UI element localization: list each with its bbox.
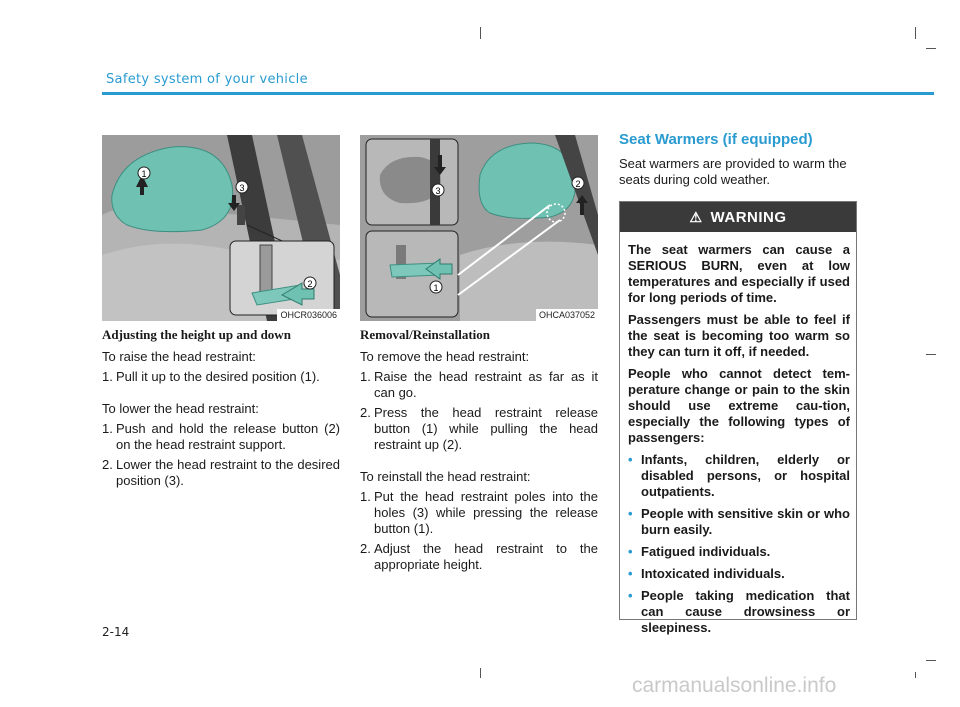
head-restraint-removal-illustration [360, 135, 598, 321]
page-number: 2-14 [102, 625, 130, 639]
bullet-text: People with sensitive skin or who burn easily. [641, 506, 850, 537]
warning-paragraph: Passengers must be able to feel if the seat is becoming too warm so they can turn it off, if needed. [628, 312, 850, 359]
step-number: 1. [360, 489, 371, 504]
step-number: 2. [360, 405, 371, 420]
warning-box [619, 201, 857, 635]
bullet-text: Infants, children, elderly or disabled persons, or hospital outpatients. [641, 452, 850, 499]
svg-text:2: 2 [575, 179, 581, 189]
paragraph: To lower the head restraint: [102, 401, 259, 416]
svg-text:1: 1 [141, 169, 147, 179]
crop-mark [915, 27, 916, 39]
warning-title: WARNING [710, 208, 787, 226]
head-restraint-height-illustration [102, 135, 340, 321]
warning-paragraph: People who cannot detect tem-perature change or pain to the skin should use extreme cau-tion, especially the following types of passengers: [628, 366, 850, 445]
step-number: 1. [102, 369, 113, 384]
list-item [360, 405, 598, 453]
bullet-icon: • [628, 566, 633, 581]
step-number: 1. [102, 421, 113, 436]
warning-bullet [628, 452, 850, 500]
warning-triangle-icon: ⚠ [689, 208, 703, 225]
section-heading: Seat Warmers (if equipped) [619, 131, 813, 148]
head-restraint-height-figure [102, 135, 340, 321]
warning-bullet [628, 588, 850, 636]
step-text: Push and hold the release button (2) on the head restraint support. [116, 421, 340, 452]
step-text: Adjust the head restraint to the appropriate height. [374, 541, 598, 572]
warning-paragraph: The seat warmers can cause a SERIOUS BURN, even at low temperatures and especially if used for long periods of time. [628, 242, 850, 305]
step-number: 2. [102, 457, 113, 472]
header-rule [102, 92, 934, 95]
crop-mark [480, 27, 481, 39]
left-column [102, 327, 340, 493]
crop-mark [480, 668, 481, 678]
paragraph: To reinstall the head restraint: [360, 469, 531, 484]
svg-text:1: 1 [433, 283, 439, 293]
step-text: Put the head restraint poles into the holes (3) while pressing the release button (1). [374, 489, 598, 536]
step-number: 2. [360, 541, 371, 556]
crop-mark [926, 48, 936, 49]
crop-mark [915, 672, 916, 678]
warning-bullet [628, 544, 850, 560]
list-item [360, 369, 598, 401]
section-title: Safety system of your vehicle [106, 72, 308, 87]
step-text: Raise the head restraint as far as it can go. [374, 369, 598, 400]
step-text: Lower the head restraint to the desired position (3). [116, 457, 340, 488]
crop-mark [926, 354, 936, 355]
paragraph: To raise the head restraint: [102, 349, 256, 364]
step-number: 1. [360, 369, 371, 384]
warning-header [620, 202, 856, 232]
middle-column [360, 327, 598, 577]
list-item [360, 489, 598, 537]
paragraph: To remove the head restraint: [360, 349, 530, 364]
list-item [360, 541, 598, 573]
figure-code: OHCR036006 [277, 309, 340, 321]
bullet-icon: • [628, 588, 633, 603]
watermark: carmanualsonline.info [632, 674, 837, 697]
step-text: Press the head restraint release button (1) while pulling the head restraint up (2). [374, 405, 598, 452]
svg-text:3: 3 [435, 186, 441, 196]
section-heading: Adjusting the height up and down [102, 327, 291, 342]
warning-bullet [628, 566, 850, 582]
svg-text:3: 3 [239, 183, 245, 193]
bullet-icon: • [628, 506, 633, 521]
bullet-text: Intoxicated individuals. [641, 566, 785, 581]
bullet-icon: • [628, 544, 633, 559]
step-text: Pull it up to the desired position (1). [116, 369, 320, 384]
bullet-icon: • [628, 452, 633, 467]
list-item [102, 421, 340, 453]
list-item [102, 457, 340, 489]
list-item [102, 369, 340, 385]
svg-text:2: 2 [307, 279, 313, 289]
head-restraint-removal-figure [360, 135, 598, 321]
paragraph: Seat warmers are provided to warm the seats during cold weather. [619, 156, 847, 187]
figure-code: OHCA037052 [536, 309, 598, 321]
bullet-text: Fatigued individuals. [641, 544, 771, 559]
crop-mark [926, 660, 936, 661]
warning-body [620, 232, 856, 636]
bullet-text: People taking medication that can cause drowsiness or sleepiness. [641, 588, 850, 635]
section-heading: Removal/Reinstallation [360, 327, 490, 342]
right-column [619, 132, 857, 192]
warning-bullet [628, 506, 850, 538]
